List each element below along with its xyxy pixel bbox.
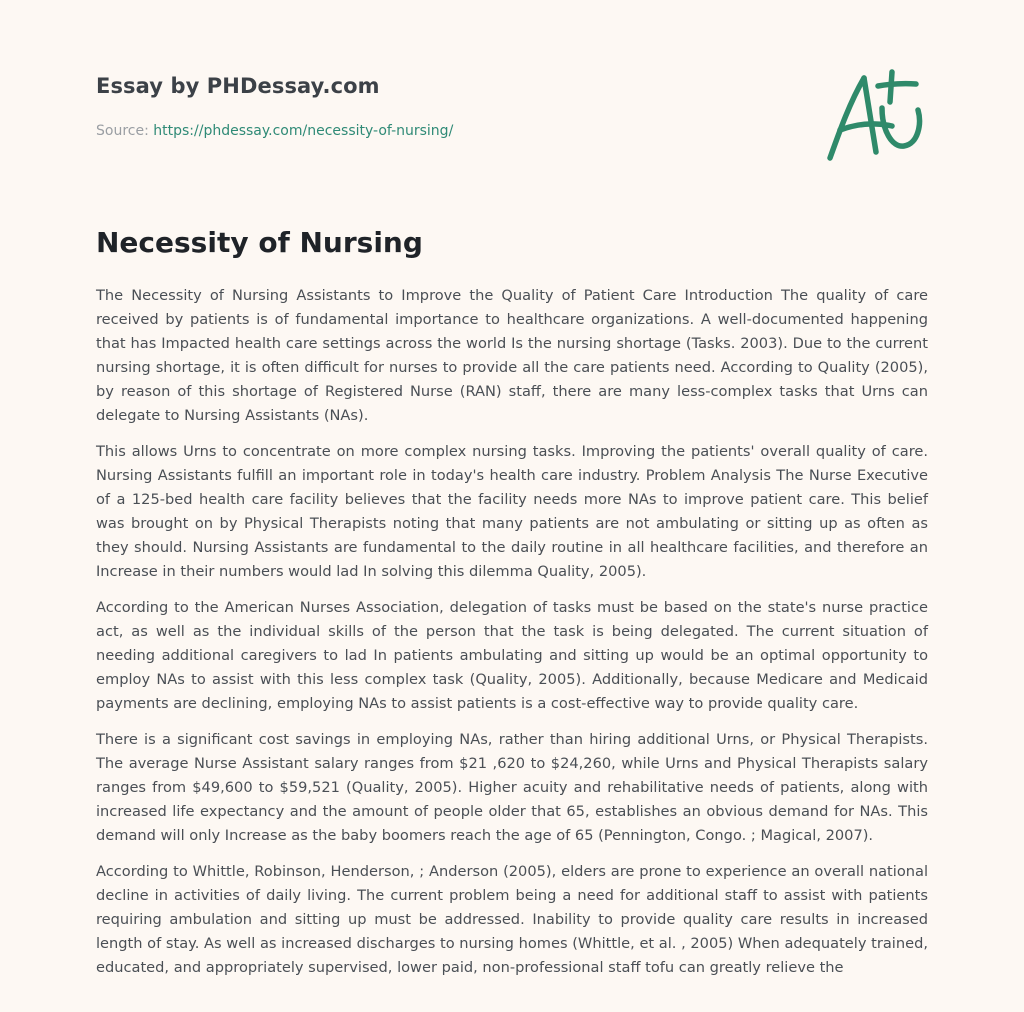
a-plus-grade-icon [826,68,926,164]
essay-paragraph: This allows Urns to concentrate on more complex nursing tasks. Improving the patients' overall quality of care. Nursing Assistants fulfill an important role in today's health care industry. Problem Analysis The Nurse Executive of a 125-bed health care facility believes that the facility needs more NAs to improve patient care. This belief was brought on by Physical Therapists noting that many patients are not ambulating or sitting up as often as they should. Nursing Assistants are fundamental to the daily routine in all healthcare facilities, and therefore an Increase in their numbers would lad In solving this dilemma Quality, 2005). [96,443,928,580]
essay-paragraph: According to Whittle, Robinson, Henderson, ; Anderson (2005), elders are prone to experience an overall national decline in activities of daily living. The current problem being a need for additional staff to assist with patients requiring ambulation and sitting up must be addressed. Inability to provide quality care results in increased length of stay. As well as increased discharges to nursing homes (Whittle, et al. , 2005) When adequately trained, educated, and appropriately supervised, lower paid, non-professional staff tofu can greatly relieve the [96,863,928,976]
source-link[interactable]: https://phdessay.com/necessity-of-nursing/ [153,123,454,139]
source-label: Source: [96,123,154,139]
essay-paragraph: The Necessity of Nursing Assistants to Improve the Quality of Patient Care Introduction The quality of care received by patients is of fundamental importance to healthcare organizations. A well-documented happening that has Impacted health care settings across the world Is the nursing shortage (Tasks. 2003). Due to the current nursing shortage, it is often difficult for nurses to provide all the care patients need. According to Quality (2005), by reason of this shortage of Registered Nurse (RAN) staff, there are many less-complex tasks that Urns can delegate to Nursing Assistants (NAs). [96,287,928,424]
site-header-title: Essay by PHDessay.com [96,74,380,98]
essay-body [96,284,928,992]
essay-paragraph: According to the American Nurses Association, delegation of tasks must be based on the state's nurse practice act, as well as the individual skills of the person that the task is being delegated. The current situation of needing additional caregivers to lad In patients ambulating and sitting up would be an optimal opportunity to employ NAs to assist with this less complex task (Quality, 2005). Additionally, because Medicare and Medicaid payments are declining, employing NAs to assist patients is a cost-effective way to provide quality care. [96,599,928,712]
essay-paragraph: There is a significant cost savings in employing NAs, rather than hiring additional Urns, or Physical Therapists. The average Nurse Assistant salary ranges from $21 ,620 to $24,260, while Urns and Physical Therapists salary ranges from $49,600 to $59,521 (Quality, 2005). Higher acuity and rehabilitative needs of patients, along with increased life expectancy and the amount of people older that 65, establishes an obvious demand for NAs. This demand will only Increase as the baby boomers reach the age of 65 (Pennington, Congo. ; Magical, 2007). [96,731,928,844]
essay-title: Necessity of Nursing [96,226,423,259]
source-line [96,123,453,139]
